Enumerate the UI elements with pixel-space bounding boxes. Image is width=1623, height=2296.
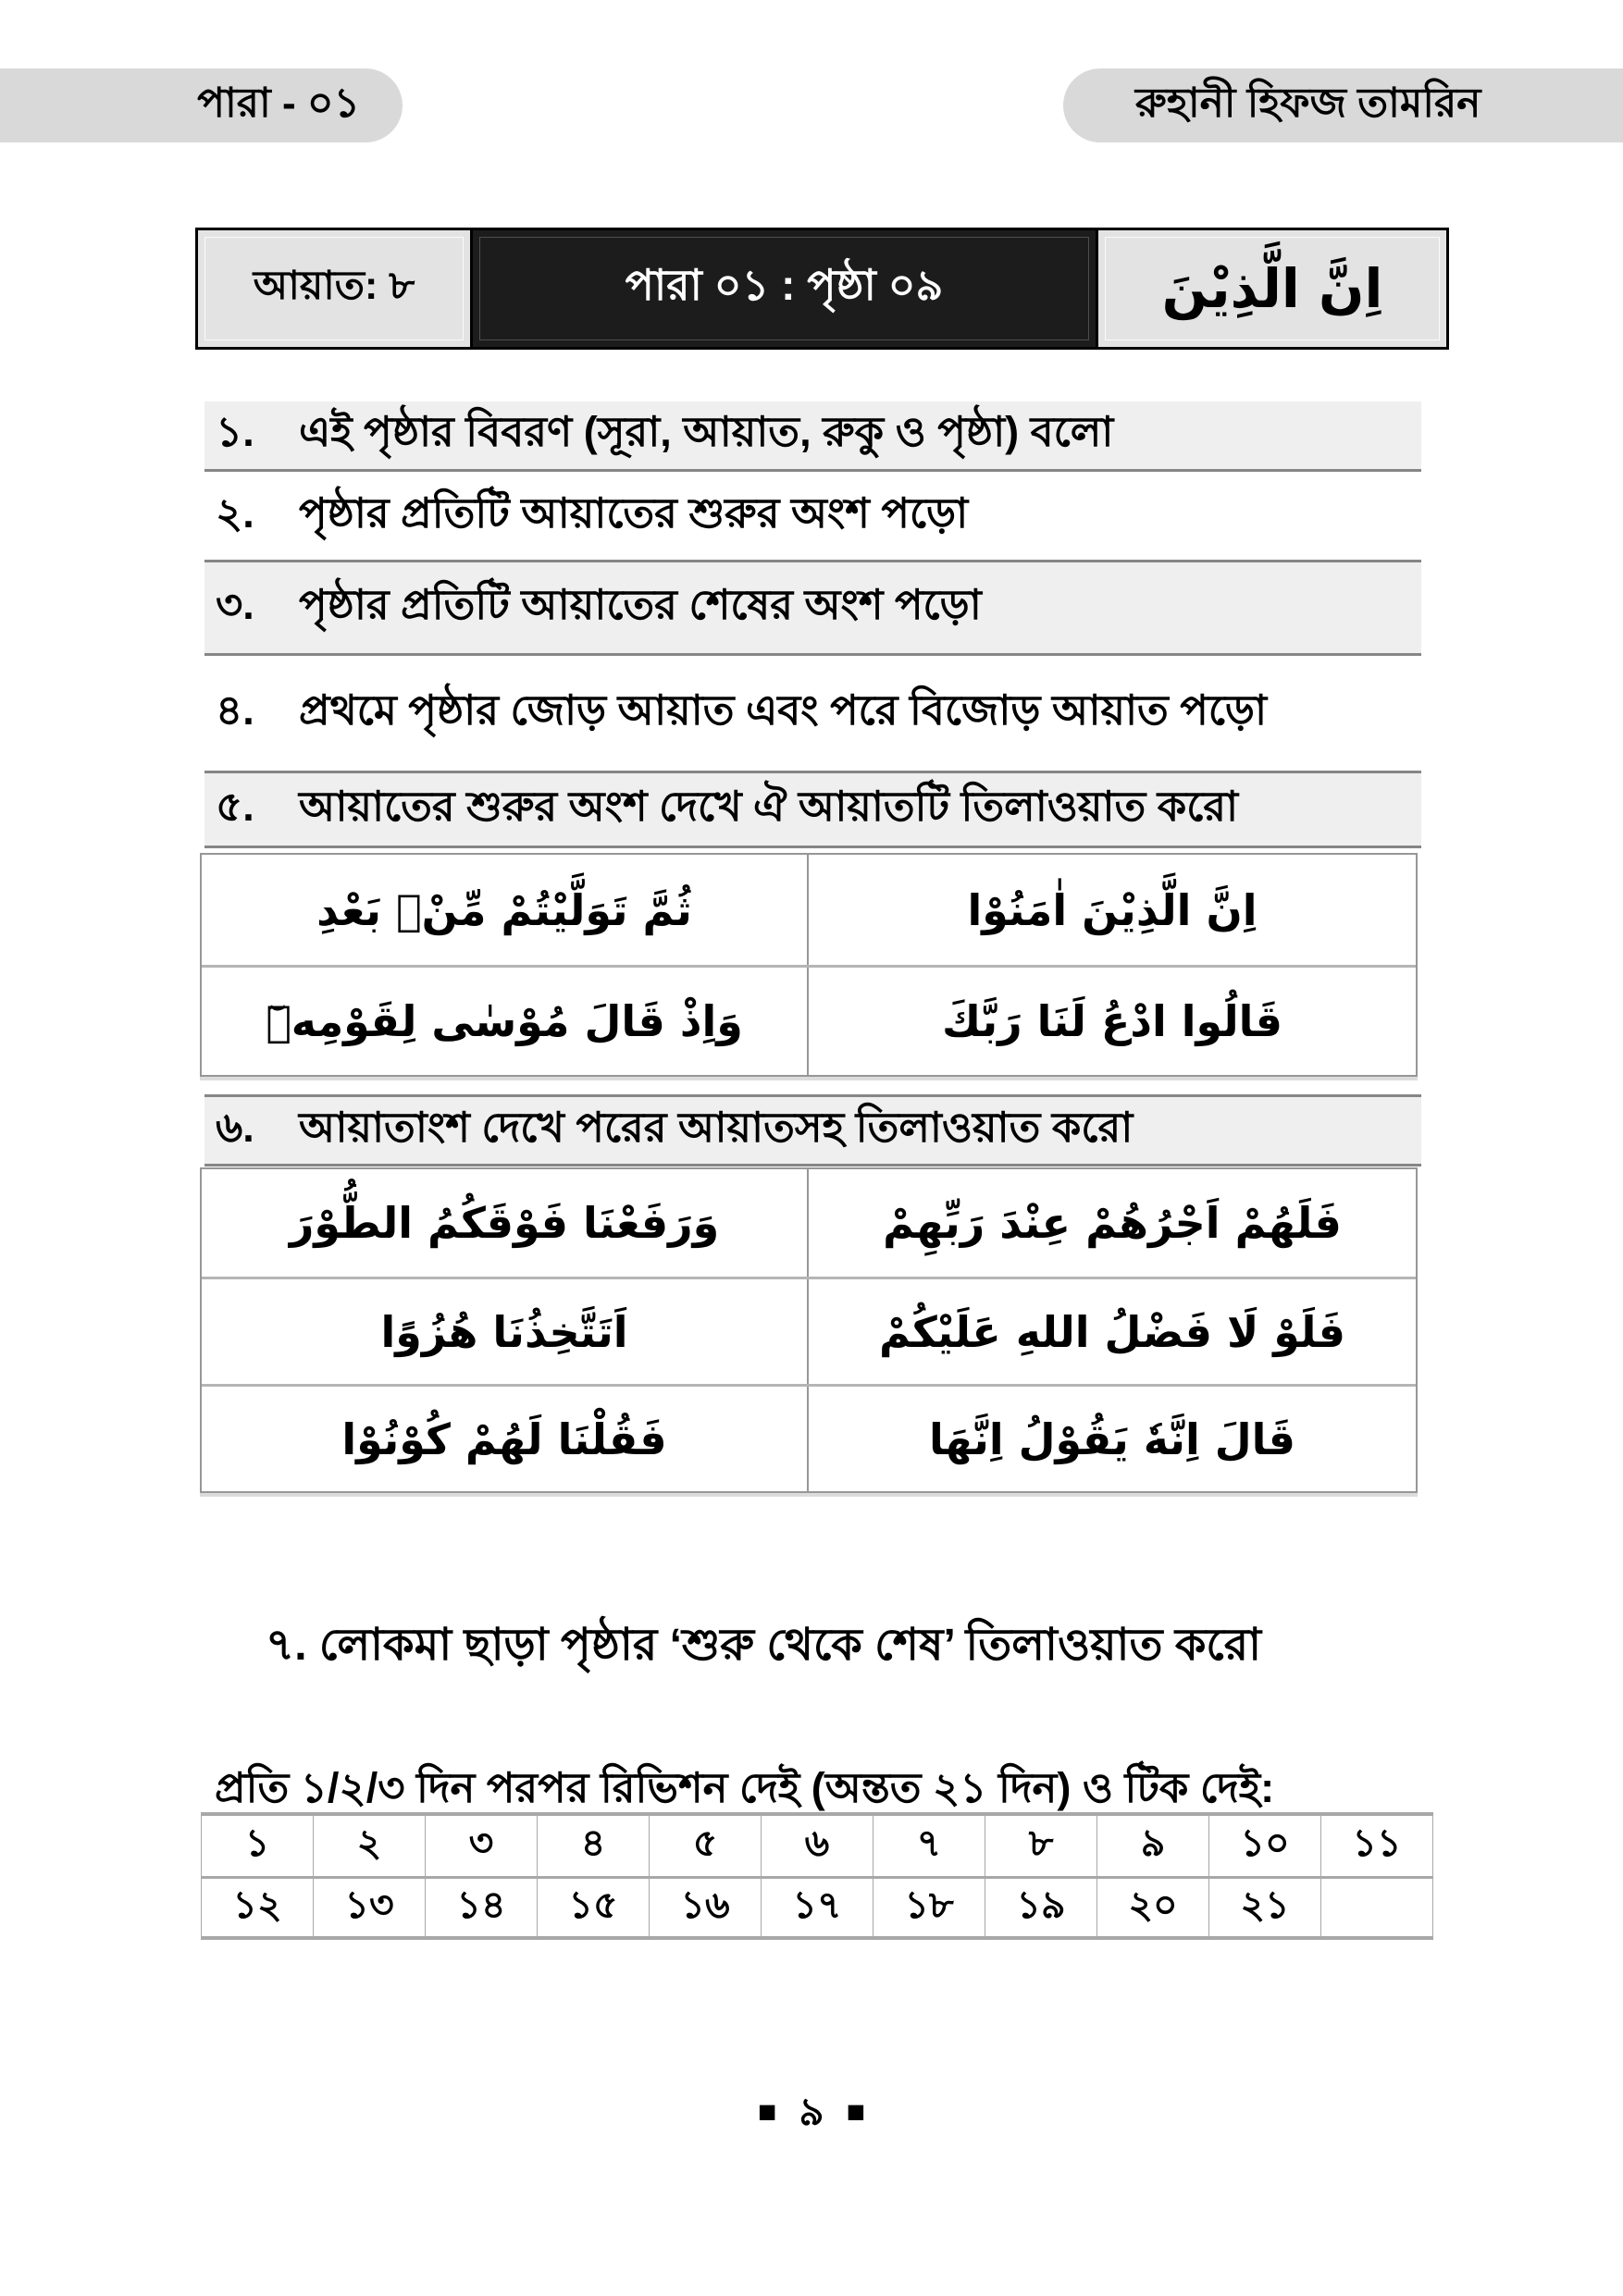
instruction-text: আয়াতাংশ দেখে পরের আয়াতসহ তিলাওয়াত করো [299,1103,1134,1151]
ayat-fragment: قَالُوا ادْعُ لَنَا رَبَّكَ [941,996,1283,1046]
top-left-pill [0,68,403,142]
day-cell: ৫ [649,1816,761,1876]
day-cell: ১৭ [761,1879,873,1936]
day-cell: ৯ [1096,1816,1208,1876]
ayat-fragment: اَتَتَّخِذُنَا هُزُوًا [202,1279,809,1384]
day-cell: ৭ [873,1816,985,1876]
days-row-2 [202,1876,1432,1936]
para-number-label: পারা - ০১ [197,80,360,126]
ayat-count-cell [198,230,470,347]
instruction-item-1 [204,401,1421,472]
ayat-fragment: ثُمَّ تَوَلَّيْتُمْ مِّنْۢ بَعْدِ [202,855,809,965]
ayat-part-table [200,1167,1418,1493]
page-number: ৯ [799,2090,824,2133]
day-cell: ২১ [1208,1879,1320,1936]
instruction-text: পৃষ্ঠার প্রতিটি আয়াতের শেষের অংশ পড়ো [299,580,982,628]
table-row [202,1277,1416,1384]
ayat-fragment: فَقُلْنَا لَهُمْ كُوْنُوْا [202,1387,809,1491]
ayat-fragment: اِنَّ الَّذِيْنَ اٰمَنُوْا [967,884,1258,935]
instruction-text: পৃষ্ঠার প্রতিটি আয়াতের শুরুর অংশ পড়ো [299,488,969,537]
day-cell: ১৮ [873,1879,985,1936]
days-row-1 [202,1816,1432,1876]
instruction-item-5 [204,771,1421,848]
day-cell: ১০ [1208,1816,1320,1876]
ayat-fragment: فَلَوْ لَا فَضْلُ اللهِ عَلَيْكُمْ [878,1306,1346,1357]
ayat-fragment: وَرَفَعْنَا فَوْقَكُمُ الطُّوْرَ [202,1169,809,1277]
instruction-text: প্রথমে পৃষ্ঠার জোড় আয়াত এবং পরে বিজোড় আয়াত পড়ো [299,685,1268,734]
day-cell: ৮ [985,1816,1096,1876]
ayat-fragment: قَالَ اِنَّهٗ يَقُوْلُ اِنَّهَا [928,1413,1296,1464]
table-row [202,965,1416,1075]
instruction-item-7: ৭. লোকমা ছাড়া পৃষ্ঠার ‘শুরু থেকে শেষ’ তিলাওয়াত করো [266,1621,1262,1670]
revision-note: প্রতি ১/২/৩ দিন পরপর রিভিশন দেই (অন্তত ২১ দিন) ও টিক দেই: [215,1764,1275,1811]
footer-square-icon: ■ [846,2094,866,2129]
ayat-count-label: আয়াত: ৮ [253,263,415,308]
instruction-number: ২. [216,488,254,537]
instruction-item-2 [204,473,1421,560]
day-cell: ১৫ [537,1879,649,1936]
day-cell: ১৯ [985,1879,1096,1936]
para-page-cell [470,230,1098,347]
day-cell: ১১ [1320,1816,1432,1876]
table-row [202,1169,1416,1277]
arabic-title-cell [1098,230,1446,347]
book-title-label: রুহানী হিফজ তামরিন [1135,80,1481,126]
para-page-label: পারা ০১ : পৃষ্ঠা ০৯ [625,261,944,309]
instruction-number: ৪. [216,685,254,734]
day-cell: ১৬ [649,1879,761,1936]
ayat-fragment: فَلَهُمْ اَجْرُهُمْ عِنْدَ رَبِّهِمْ [883,1198,1342,1248]
page-footer [0,2092,1623,2131]
day-cell: ১৩ [313,1879,425,1936]
ayat-start-table [200,853,1418,1077]
instruction-item-6 [204,1094,1421,1167]
instruction-number: ১. [216,408,254,455]
table-row [202,855,1416,965]
day-cell: ৬ [761,1816,873,1876]
ayat-fragment: وَاِذْ قَالَ مُوْسٰى لِقَوْمِهٖٓ [202,968,809,1075]
day-cell: ১৪ [425,1879,537,1936]
day-cell [1320,1879,1432,1936]
instruction-text: এই পৃষ্ঠার বিবরণ (সূরা, আয়াত, রুকু ও পৃষ্ঠা) বলো [299,408,1114,455]
day-cell: ১২ [232,1882,282,1926]
day-cell: ২ [313,1816,425,1876]
table-row [202,1384,1416,1491]
revision-days-table [201,1812,1433,1940]
day-cell: ৪ [537,1816,649,1876]
instruction-number: ৫. [216,782,254,830]
footer-square-icon: ■ [757,2094,777,2129]
instruction-text: আয়াতের শুরুর অংশ দেখে ঐ আয়াতটি তিলাওয়াত করো [299,782,1239,830]
instruction-number: ৬. [216,1103,254,1151]
instruction-number: ৩. [216,580,254,628]
day-cell: ২০ [1096,1879,1208,1936]
instruction-item-4 [204,656,1421,771]
day-cell: ৩ [425,1816,537,1876]
page-header-box [195,228,1449,350]
instruction-item-3 [204,560,1421,656]
arabic-title-label: اِنَّ الَّذِيْنَ [1161,257,1383,320]
day-cell: ১ [244,1821,270,1864]
top-right-pill [1063,68,1623,142]
